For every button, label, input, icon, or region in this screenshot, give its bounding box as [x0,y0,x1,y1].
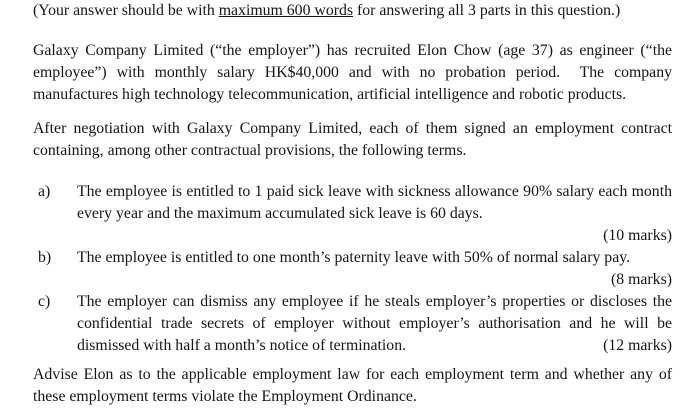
term-b-marks: (8 marks) [611,271,672,288]
instruction-prefix: (Your answer should be with [33,2,219,19]
term-c-marks: (12 marks) [603,337,672,354]
term-item-a [33,181,672,247]
term-item-c [33,291,672,357]
intro-paragraph: Galaxy Company Limited (“the employer”) has recruited Elon Chow (age 37) as engineer (“the employee”) with monthly salary HK$40,000 and with no probation period. The company manufactures high technology telecommunication, artificial intelligence and robotic products. [33,42,672,103]
term-c-text: The employer can dismiss any employee if he steals employer’s properties or discloses the confidential trade secrets of employer without employer’s authorisation and he will be dismissed with half a month’s notice of termination. [77,293,672,354]
negotiation-paragraph: After negotiation with Galaxy Company Limited, each of them signed an employment contract containing, among other contractual provisions, the following terms. [33,120,672,159]
instruction-word-limit: maximum 600 words [218,2,354,19]
term-a-body [77,181,672,247]
term-item-b [33,247,672,291]
term-b-marker: b) [38,249,52,266]
term-b-body [77,247,672,291]
term-a-marks: (10 marks) [603,227,672,244]
term-b-text: The employee is entitled to one month’s paternity leave with 50% of normal salary pay. [77,249,631,266]
term-c-body [77,291,672,357]
term-a-marker: a) [38,183,51,200]
instruction-note [33,0,672,22]
instruction-suffix: for answering all 3 parts in this question.) [353,2,621,19]
closing-paragraph: Advise Elon as to the applicable employment law for each employment term and whether any of these employment terms violate the Employment Ordinance. [33,366,672,405]
term-a-text: The employee is entitled to 1 paid sick leave with sickness allowance 90% salary each month every year and the maximum accumulated sick leave is 60 days. [77,183,672,222]
term-c-marker: c) [38,293,51,310]
